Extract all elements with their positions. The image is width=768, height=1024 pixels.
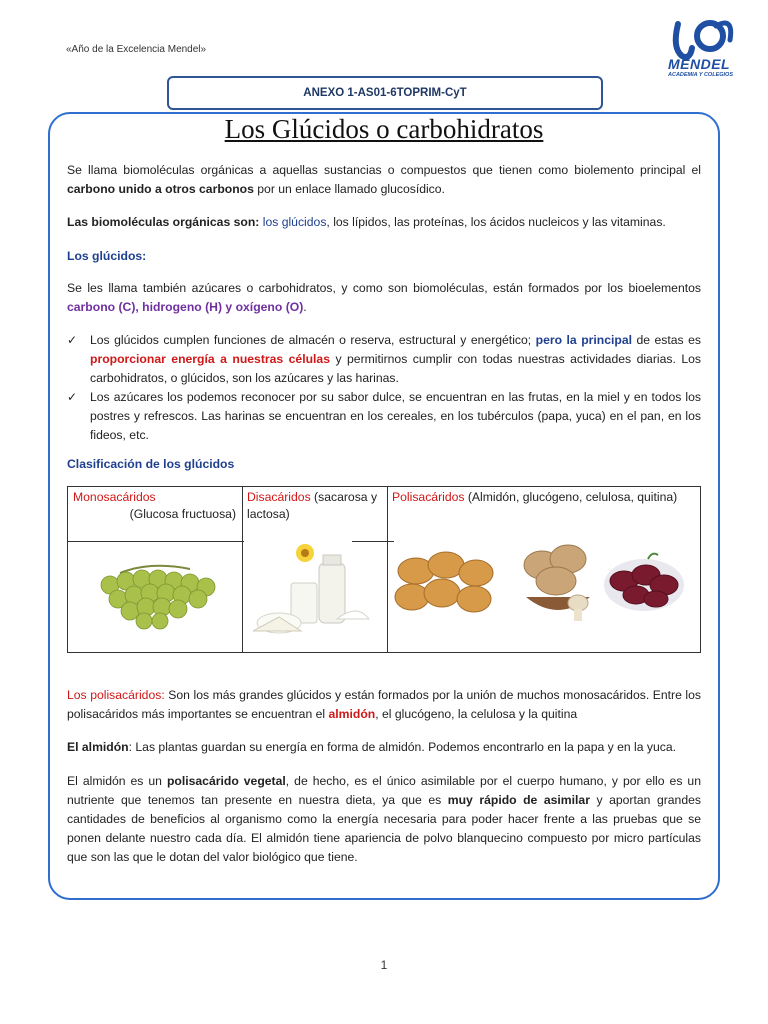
cell-polisacaridos: Polisacáridos (Almidón, glucógeno, celulosa, quitina) <box>392 490 678 504</box>
heading-clasificacion: Clasificación de los glúcidos <box>67 457 235 471</box>
heading-glucidos: Los glúcidos: <box>67 249 147 263</box>
paragraph-almidon-detail: El almidón es un polisacárido vegetal, de hecho, es el único asimilable por el cuerpo humano, y por ello es un nutriente que tenemos tan presente en nuestra dieta, ya que es muy rápido de asimilar y aportan grandes cantidades de beneficios al organismo como la energía necesaria para poder hacer frente a las pruebas que se ponen delante nuestro cada día. El almidón tiene apariencia de polvo blanquecino compuesto por micro partículas que son las que le dotan del valor biológico que tiene. <box>67 774 701 864</box>
dairy-image <box>249 539 381 643</box>
cell-disacaridos: Disacáridos (sacarosa y lactosa) <box>247 490 378 521</box>
bullet-functions: ✓ Los glúcidos cumplen funciones de almacén o reserva, estructural y energético; pero la principal de estas es proporcionar energía a nuestras células y permitirnos cumplir con todas nuestras actividades diarias. Los carbohidratos, o glúcidos, son los azúcares y las harinas. <box>67 333 702 385</box>
paragraph-almidon: El almidón: Las plantas guardan su energía en forma de almidón. Podemos encontrarlo en la papa y en la yuca. <box>67 740 677 754</box>
logo-subtitle: ACADEMIA Y COLEGIOS <box>668 72 733 78</box>
grapes-image <box>80 559 240 639</box>
cell-monosacaridos: Monosacáridos (Glucosa fructuosa) <box>73 490 236 521</box>
page-title: Los Glúcidos o carbohidratos <box>224 114 544 144</box>
bullet-sugars: ✓ Los azúcares los podemos reconocer por su sabor dulce, se encuentran en las frutas, en la miel y en todos los postres y refrescos. Las harinas se encuentran en los cereales, en los tubérculos (papa, yuca) en el pan, en los fideos, etc. <box>67 390 701 442</box>
liver-image <box>602 551 686 615</box>
paragraph-biomolecules: Las biomoléculas orgánicas son: los glúcidos, los lípidos, las proteínas, los ácidos nucleicos y las vitaminas. <box>67 215 666 229</box>
paragraph-intro: Se llama biomoléculas orgánicas a aquellas sustancias o compuestos que tienen como biolemento principal el carbono unido a otros carbonos por un enlace llamado glucosídico. <box>67 163 701 196</box>
mushrooms-image <box>518 539 598 623</box>
potatoes-image <box>394 549 498 621</box>
page-number: 1 <box>380 958 388 972</box>
mendel-logo <box>660 18 744 84</box>
check-icon: ✓ <box>67 333 78 347</box>
paragraph-bioelements: Se les llama también azúcares o carbohidratos, y como son biomoléculas, están formados por los bioelementos carbono (C), hidrogeno (H) y oxígeno (O). <box>67 281 701 314</box>
motto-text: «Año de la Excelencia Mendel» <box>66 44 207 55</box>
classification-table <box>67 486 701 653</box>
annex-label: ANEXO 1-AS01-6TOPRIM-CyT <box>167 76 603 110</box>
logo-name: MENDEL <box>668 56 731 72</box>
paragraph-polisacaridos: Los polisacáridos: Son los más grandes glúcidos y están formados por la unión de muchos monosacáridos. Entre los polisacáridos más importantes se encuentran el almidón, el glucógeno, la celulosa y la quitina <box>67 688 702 721</box>
check-icon: ✓ <box>67 390 78 404</box>
